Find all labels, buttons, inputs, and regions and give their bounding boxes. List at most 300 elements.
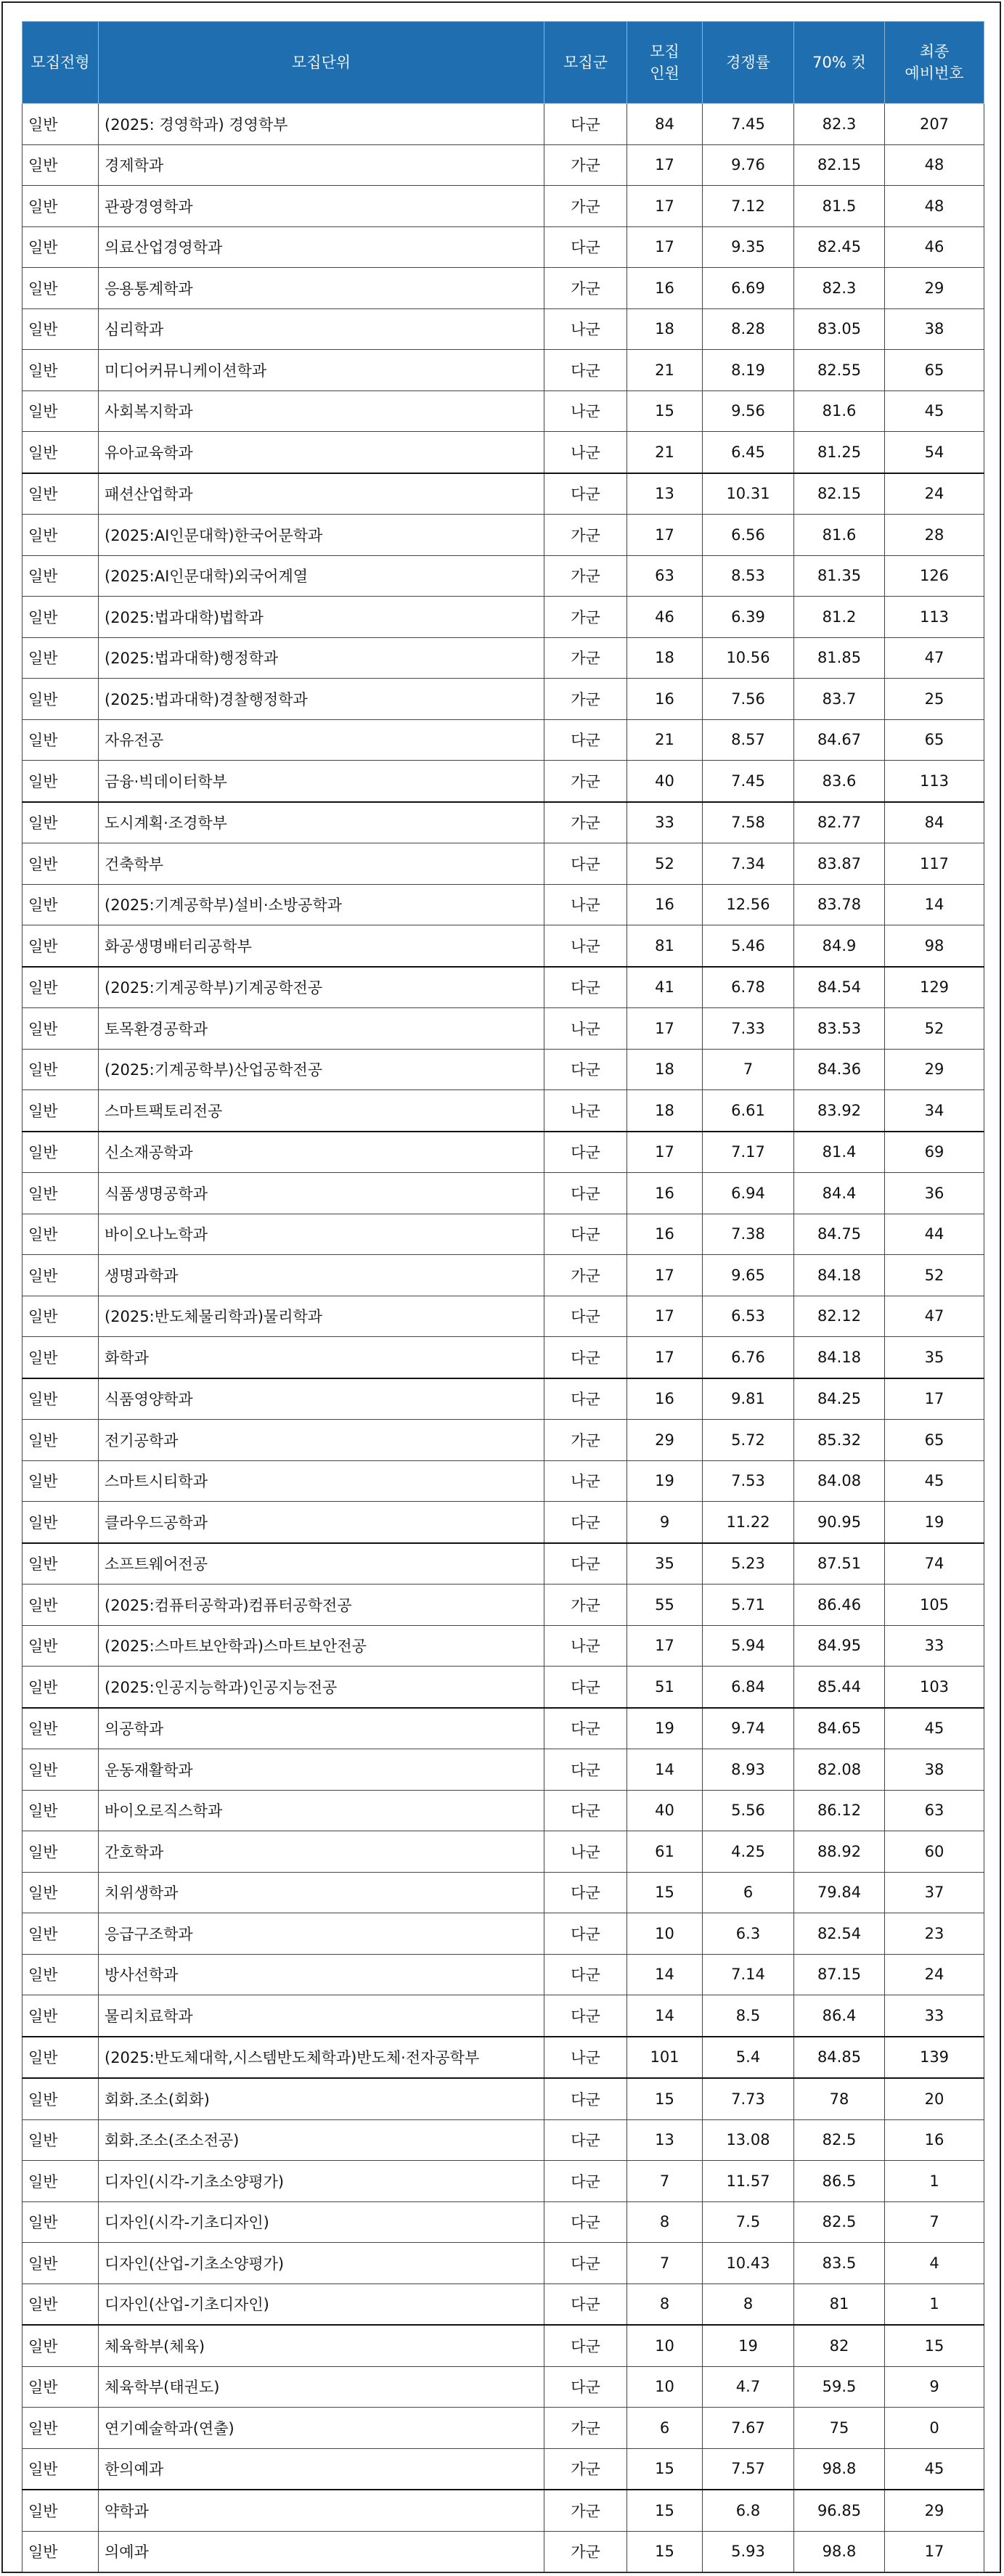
waitlist-cell: 29 bbox=[885, 2490, 984, 2531]
table-row bbox=[23, 226, 984, 268]
competition-rate-cell: 8.5 bbox=[703, 1995, 794, 2037]
recruit-group-cell: 나군 bbox=[544, 1460, 627, 1502]
competition-rate-cell: 6.45 bbox=[703, 432, 794, 473]
competition-rate-cell: 5.46 bbox=[703, 925, 794, 967]
table-row bbox=[23, 432, 984, 473]
table-row bbox=[23, 1296, 984, 1337]
recruit-type-cell: 일반 bbox=[23, 1090, 99, 1132]
cut-70-cell: 81.4 bbox=[794, 1132, 885, 1173]
recruit-type-cell: 일반 bbox=[23, 308, 99, 350]
competition-rate-cell: 7.56 bbox=[703, 679, 794, 720]
recruit-count-cell: 40 bbox=[627, 761, 703, 802]
recruit-type-cell: 일반 bbox=[23, 2283, 99, 2325]
cut-70-cell: 83.53 bbox=[794, 1008, 885, 1050]
recruit-group-cell: 가군 bbox=[544, 2490, 627, 2531]
recruit-unit-cell: 건축학부 bbox=[99, 843, 544, 885]
recruit-unit-cell: (2025:법과대학)행정학과 bbox=[99, 637, 544, 679]
waitlist-cell: 44 bbox=[885, 1214, 984, 1255]
recruit-group-cell: 다군 bbox=[544, 967, 627, 1008]
table-row bbox=[23, 1954, 984, 1995]
table-row bbox=[23, 1173, 984, 1214]
competition-rate-cell: 9.81 bbox=[703, 1378, 794, 1420]
recruit-group-cell: 다군 bbox=[544, 1954, 627, 1995]
recruit-type-cell: 일반 bbox=[23, 1502, 99, 1543]
recruit-count-cell: 17 bbox=[627, 1255, 703, 1296]
header-final-waitlist: 최종 예비번호 bbox=[885, 22, 984, 104]
recruit-unit-cell: 전기공학과 bbox=[99, 1420, 544, 1461]
recruit-unit-cell: (2025:컴퓨터공학과)컴퓨터공학전공 bbox=[99, 1585, 544, 1626]
waitlist-cell: 84 bbox=[885, 802, 984, 843]
recruit-unit-cell: 바이오로직스학과 bbox=[99, 1790, 544, 1831]
recruit-unit-cell: 치위생학과 bbox=[99, 1872, 544, 1913]
recruit-count-cell: 52 bbox=[627, 843, 703, 885]
cut-70-cell: 83.5 bbox=[794, 2243, 885, 2284]
competition-rate-cell: 7.67 bbox=[703, 2408, 794, 2449]
recruit-unit-cell: 관광경영학과 bbox=[99, 186, 544, 227]
recruit-group-cell: 다군 bbox=[544, 1790, 627, 1831]
waitlist-cell: 33 bbox=[885, 1995, 984, 2037]
competition-rate-cell: 7.14 bbox=[703, 1954, 794, 1995]
cut-70-cell: 83.7 bbox=[794, 679, 885, 720]
cut-70-cell: 86.12 bbox=[794, 1790, 885, 1831]
recruit-count-cell: 15 bbox=[627, 1872, 703, 1913]
waitlist-cell: 17 bbox=[885, 2531, 984, 2572]
header-competition-rate: 경쟁률 bbox=[703, 22, 794, 104]
recruit-type-cell: 일반 bbox=[23, 1337, 99, 1378]
recruit-unit-cell: 사회복지학과 bbox=[99, 391, 544, 432]
waitlist-cell: 65 bbox=[885, 719, 984, 761]
waitlist-cell: 48 bbox=[885, 186, 984, 227]
waitlist-cell: 29 bbox=[885, 1049, 984, 1090]
waitlist-cell: 16 bbox=[885, 2119, 984, 2161]
recruit-unit-cell: 약학과 bbox=[99, 2490, 544, 2531]
waitlist-cell: 1 bbox=[885, 2161, 984, 2202]
recruit-type-cell: 일반 bbox=[23, 802, 99, 843]
recruit-count-cell: 101 bbox=[627, 2037, 703, 2079]
table-row bbox=[23, 1008, 984, 1050]
table-row bbox=[23, 104, 984, 145]
recruit-count-cell: 21 bbox=[627, 350, 703, 391]
waitlist-cell: 45 bbox=[885, 391, 984, 432]
recruit-count-cell: 17 bbox=[627, 1008, 703, 1050]
recruit-type-cell: 일반 bbox=[23, 104, 99, 145]
competition-rate-cell: 7.38 bbox=[703, 1214, 794, 1255]
recruit-unit-cell: 유아교육학과 bbox=[99, 432, 544, 473]
recruit-type-cell: 일반 bbox=[23, 2119, 99, 2161]
recruit-type-cell: 일반 bbox=[23, 2243, 99, 2284]
cut-70-cell: 83.92 bbox=[794, 1090, 885, 1132]
recruit-count-cell: 14 bbox=[627, 1995, 703, 2037]
competition-rate-cell: 10.43 bbox=[703, 2243, 794, 2284]
table-row bbox=[23, 473, 984, 515]
recruit-unit-cell: (2025:인공지능학과)인공지능전공 bbox=[99, 1667, 544, 1708]
waitlist-cell: 117 bbox=[885, 843, 984, 885]
recruit-unit-cell: 자유전공 bbox=[99, 719, 544, 761]
recruit-group-cell: 다군 bbox=[544, 2161, 627, 2202]
recruit-count-cell: 81 bbox=[627, 925, 703, 967]
cut-70-cell: 83.78 bbox=[794, 884, 885, 925]
recruit-unit-cell: 스마트팩토리전공 bbox=[99, 1090, 544, 1132]
recruit-count-cell: 16 bbox=[627, 1173, 703, 1214]
recruit-type-cell: 일반 bbox=[23, 1872, 99, 1913]
table-row bbox=[23, 1049, 984, 1090]
waitlist-cell: 38 bbox=[885, 1749, 984, 1791]
recruit-group-cell: 다군 bbox=[544, 1378, 627, 1420]
recruit-group-cell: 다군 bbox=[544, 843, 627, 885]
recruit-count-cell: 17 bbox=[627, 1337, 703, 1378]
recruit-unit-cell: 의공학과 bbox=[99, 1708, 544, 1749]
competition-rate-cell: 5.71 bbox=[703, 1585, 794, 1626]
recruit-count-cell: 13 bbox=[627, 2119, 703, 2161]
competition-rate-cell: 4.7 bbox=[703, 2366, 794, 2408]
competition-rate-cell: 7.5 bbox=[703, 2201, 794, 2243]
recruit-count-cell: 14 bbox=[627, 1954, 703, 1995]
recruit-group-cell: 다군 bbox=[544, 1049, 627, 1090]
competition-rate-cell: 7.58 bbox=[703, 802, 794, 843]
recruit-type-cell: 일반 bbox=[23, 515, 99, 556]
cut-70-cell: 81.2 bbox=[794, 597, 885, 638]
table-row bbox=[23, 1502, 984, 1543]
recruit-count-cell: 6 bbox=[627, 2408, 703, 2449]
header-recruit-group: 모집군 bbox=[544, 22, 627, 104]
recruit-type-cell: 일반 bbox=[23, 1460, 99, 1502]
recruit-unit-cell: 디자인(산업-기초소양평가) bbox=[99, 2243, 544, 2284]
recruit-count-cell: 41 bbox=[627, 967, 703, 1008]
recruit-unit-cell: 스마트시티학과 bbox=[99, 1460, 544, 1502]
recruit-unit-cell: 응급구조학과 bbox=[99, 1913, 544, 1955]
recruit-type-cell: 일반 bbox=[23, 1420, 99, 1461]
recruit-type-cell: 일반 bbox=[23, 350, 99, 391]
cut-70-cell: 84.67 bbox=[794, 719, 885, 761]
recruit-group-cell: 다군 bbox=[544, 1995, 627, 2037]
recruit-group-cell: 다군 bbox=[544, 1132, 627, 1173]
recruit-group-cell: 가군 bbox=[544, 1255, 627, 1296]
recruit-type-cell: 일반 bbox=[23, 2448, 99, 2490]
recruit-unit-cell: 식품영양학과 bbox=[99, 1378, 544, 1420]
recruit-unit-cell: (2025:AI인문대학)한국어문학과 bbox=[99, 515, 544, 556]
cut-70-cell: 84.4 bbox=[794, 1173, 885, 1214]
recruit-type-cell: 일반 bbox=[23, 144, 99, 186]
waitlist-cell: 139 bbox=[885, 2037, 984, 2079]
recruit-count-cell: 19 bbox=[627, 1708, 703, 1749]
recruit-count-cell: 10 bbox=[627, 1913, 703, 1955]
cut-70-cell: 78 bbox=[794, 2078, 885, 2119]
table-row bbox=[23, 555, 984, 597]
recruit-unit-cell: (2025:스마트보안학과)스마트보안전공 bbox=[99, 1625, 544, 1667]
recruit-unit-cell: 클라우드공학과 bbox=[99, 1502, 544, 1543]
table-row bbox=[23, 2366, 984, 2408]
cut-70-cell: 81.25 bbox=[794, 432, 885, 473]
table-row bbox=[23, 1420, 984, 1461]
recruit-unit-cell: (2025:법과대학)경찰행정학과 bbox=[99, 679, 544, 720]
waitlist-cell: 9 bbox=[885, 2366, 984, 2408]
competition-rate-cell: 6.53 bbox=[703, 1296, 794, 1337]
recruit-count-cell: 33 bbox=[627, 802, 703, 843]
waitlist-cell: 29 bbox=[885, 268, 984, 309]
recruit-type-cell: 일반 bbox=[23, 473, 99, 515]
competition-rate-cell: 5.94 bbox=[703, 1625, 794, 1667]
recruit-unit-cell: 화공생명배터리공학부 bbox=[99, 925, 544, 967]
recruit-type-cell: 일반 bbox=[23, 1378, 99, 1420]
recruit-type-cell: 일반 bbox=[23, 1708, 99, 1749]
table-row bbox=[23, 1790, 984, 1831]
recruit-unit-cell: 방사선학과 bbox=[99, 1954, 544, 1995]
cut-70-cell: 84.18 bbox=[794, 1255, 885, 1296]
table-row bbox=[23, 2531, 984, 2572]
cut-70-cell: 82.45 bbox=[794, 226, 885, 268]
waitlist-cell: 48 bbox=[885, 144, 984, 186]
cut-70-cell: 98.8 bbox=[794, 2448, 885, 2490]
recruit-type-cell: 일반 bbox=[23, 1585, 99, 1626]
cut-70-cell: 84.85 bbox=[794, 2037, 885, 2079]
table-row bbox=[23, 884, 984, 925]
competition-rate-cell: 9.56 bbox=[703, 391, 794, 432]
recruit-group-cell: 다군 bbox=[544, 1543, 627, 1585]
recruit-unit-cell: 식품생명공학과 bbox=[99, 1173, 544, 1214]
recruit-count-cell: 15 bbox=[627, 2078, 703, 2119]
waitlist-cell: 69 bbox=[885, 1132, 984, 1173]
recruit-group-cell: 나군 bbox=[544, 1008, 627, 1050]
waitlist-cell: 1 bbox=[885, 2283, 984, 2325]
recruit-unit-cell: 경제학과 bbox=[99, 144, 544, 186]
recruit-count-cell: 17 bbox=[627, 186, 703, 227]
recruit-type-cell: 일반 bbox=[23, 268, 99, 309]
competition-rate-cell: 7.33 bbox=[703, 1008, 794, 1050]
waitlist-cell: 25 bbox=[885, 679, 984, 720]
recruit-group-cell: 다군 bbox=[544, 1502, 627, 1543]
recruit-unit-cell: 의료산업경영학과 bbox=[99, 226, 544, 268]
recruit-type-cell: 일반 bbox=[23, 226, 99, 268]
recruit-group-cell: 다군 bbox=[544, 719, 627, 761]
recruit-unit-cell: (2025:AI인문대학)외국어계열 bbox=[99, 555, 544, 597]
recruit-count-cell: 21 bbox=[627, 719, 703, 761]
table-row bbox=[23, 1585, 984, 1626]
competition-rate-cell: 7.12 bbox=[703, 186, 794, 227]
table-row bbox=[23, 1543, 984, 1585]
cut-70-cell: 81.6 bbox=[794, 515, 885, 556]
recruit-group-cell: 다군 bbox=[544, 350, 627, 391]
competition-rate-cell: 6.94 bbox=[703, 1173, 794, 1214]
cut-70-cell: 84.18 bbox=[794, 1337, 885, 1378]
header-row bbox=[23, 22, 984, 104]
waitlist-cell: 14 bbox=[885, 884, 984, 925]
competition-rate-cell: 6.84 bbox=[703, 1667, 794, 1708]
recruit-count-cell: 16 bbox=[627, 679, 703, 720]
cut-70-cell: 82.12 bbox=[794, 1296, 885, 1337]
table-row bbox=[23, 308, 984, 350]
recruit-type-cell: 일반 bbox=[23, 1255, 99, 1296]
waitlist-cell: 113 bbox=[885, 761, 984, 802]
table-row bbox=[23, 2161, 984, 2202]
waitlist-cell: 45 bbox=[885, 1708, 984, 1749]
recruit-group-cell: 나군 bbox=[544, 391, 627, 432]
recruit-count-cell: 17 bbox=[627, 1296, 703, 1337]
table-row bbox=[23, 1913, 984, 1955]
recruit-unit-cell: 토목환경공학과 bbox=[99, 1008, 544, 1050]
recruit-group-cell: 다군 bbox=[544, 226, 627, 268]
table-row bbox=[23, 1872, 984, 1913]
recruit-unit-cell: 신소재공학과 bbox=[99, 1132, 544, 1173]
recruit-unit-cell: 체육학부(체육) bbox=[99, 2325, 544, 2366]
cut-70-cell: 82.5 bbox=[794, 2119, 885, 2161]
recruit-unit-cell: 물리치료학과 bbox=[99, 1995, 544, 2037]
recruit-count-cell: 29 bbox=[627, 1420, 703, 1461]
recruit-type-cell: 일반 bbox=[23, 1173, 99, 1214]
recruit-unit-cell: 바이오나노학과 bbox=[99, 1214, 544, 1255]
recruit-group-cell: 가군 bbox=[544, 144, 627, 186]
recruit-count-cell: 16 bbox=[627, 268, 703, 309]
cut-70-cell: 82.15 bbox=[794, 473, 885, 515]
recruit-count-cell: 21 bbox=[627, 432, 703, 473]
recruit-count-cell: 61 bbox=[627, 1831, 703, 1873]
cut-70-cell: 82 bbox=[794, 2325, 885, 2366]
competition-rate-cell: 6.61 bbox=[703, 1090, 794, 1132]
recruit-unit-cell: (2025:기계공학부)산업공학전공 bbox=[99, 1049, 544, 1090]
waitlist-cell: 52 bbox=[885, 1255, 984, 1296]
recruit-type-cell: 일반 bbox=[23, 1913, 99, 1955]
recruit-group-cell: 가군 bbox=[544, 679, 627, 720]
table-row bbox=[23, 1132, 984, 1173]
waitlist-cell: 207 bbox=[885, 104, 984, 145]
recruit-count-cell: 51 bbox=[627, 1667, 703, 1708]
recruit-count-cell: 8 bbox=[627, 2201, 703, 2243]
table-row bbox=[23, 2078, 984, 2119]
table-row bbox=[23, 1337, 984, 1378]
recruit-group-cell: 다군 bbox=[544, 1708, 627, 1749]
recruit-count-cell: 14 bbox=[627, 1749, 703, 1791]
competition-rate-cell: 7.45 bbox=[703, 104, 794, 145]
recruit-group-cell: 다군 bbox=[544, 2078, 627, 2119]
waitlist-cell: 38 bbox=[885, 308, 984, 350]
recruit-type-cell: 일반 bbox=[23, 2325, 99, 2366]
table-row bbox=[23, 1090, 984, 1132]
waitlist-cell: 60 bbox=[885, 1831, 984, 1873]
competition-rate-cell: 11.57 bbox=[703, 2161, 794, 2202]
cut-70-cell: 84.95 bbox=[794, 1625, 885, 1667]
recruit-count-cell: 16 bbox=[627, 884, 703, 925]
table-row bbox=[23, 268, 984, 309]
recruit-count-cell: 16 bbox=[627, 1378, 703, 1420]
recruit-unit-cell: 패션산업학과 bbox=[99, 473, 544, 515]
competition-rate-cell: 8.57 bbox=[703, 719, 794, 761]
table-row bbox=[23, 1625, 984, 1667]
waitlist-cell: 46 bbox=[885, 226, 984, 268]
recruit-unit-cell: (2025:반도체대학,시스템반도체학과)반도체·전자공학부 bbox=[99, 2037, 544, 2079]
recruit-group-cell: 나군 bbox=[544, 1090, 627, 1132]
waitlist-cell: 129 bbox=[885, 967, 984, 1008]
recruit-unit-cell: 한의예과 bbox=[99, 2448, 544, 2490]
recruit-group-cell: 가군 bbox=[544, 637, 627, 679]
recruit-count-cell: 19 bbox=[627, 1460, 703, 1502]
recruit-type-cell: 일반 bbox=[23, 432, 99, 473]
table-row bbox=[23, 1214, 984, 1255]
table-row bbox=[23, 597, 984, 638]
competition-rate-cell: 9.74 bbox=[703, 1708, 794, 1749]
recruit-unit-cell: 미디어커뮤니케이션학과 bbox=[99, 350, 544, 391]
waitlist-cell: 126 bbox=[885, 555, 984, 597]
recruit-type-cell: 일반 bbox=[23, 2366, 99, 2408]
recruit-group-cell: 가군 bbox=[544, 802, 627, 843]
table-row bbox=[23, 925, 984, 967]
cut-70-cell: 82.54 bbox=[794, 1913, 885, 1955]
table-row bbox=[23, 802, 984, 843]
competition-rate-cell: 7.34 bbox=[703, 843, 794, 885]
competition-rate-cell: 6.8 bbox=[703, 2490, 794, 2531]
recruit-type-cell: 일반 bbox=[23, 2037, 99, 2079]
recruit-group-cell: 다군 bbox=[544, 1296, 627, 1337]
cut-70-cell: 81.35 bbox=[794, 555, 885, 597]
competition-rate-cell: 19 bbox=[703, 2325, 794, 2366]
table-row bbox=[23, 2490, 984, 2531]
table-row bbox=[23, 1995, 984, 2037]
competition-rate-cell: 5.93 bbox=[703, 2531, 794, 2572]
cut-70-cell: 81.6 bbox=[794, 391, 885, 432]
cut-70-cell: 84.9 bbox=[794, 925, 885, 967]
cut-70-cell: 84.25 bbox=[794, 1378, 885, 1420]
competition-rate-cell: 8 bbox=[703, 2283, 794, 2325]
competition-rate-cell: 10.56 bbox=[703, 637, 794, 679]
waitlist-cell: 24 bbox=[885, 1954, 984, 1995]
recruit-group-cell: 가군 bbox=[544, 268, 627, 309]
competition-rate-cell: 9.76 bbox=[703, 144, 794, 186]
recruit-group-cell: 가군 bbox=[544, 761, 627, 802]
recruit-group-cell: 가군 bbox=[544, 2408, 627, 2449]
table-row bbox=[23, 144, 984, 186]
recruit-type-cell: 일반 bbox=[23, 1995, 99, 2037]
waitlist-cell: 63 bbox=[885, 1790, 984, 1831]
competition-rate-cell: 5.23 bbox=[703, 1543, 794, 1585]
recruit-count-cell: 17 bbox=[627, 226, 703, 268]
recruit-group-cell: 다군 bbox=[544, 2119, 627, 2161]
waitlist-cell: 52 bbox=[885, 1008, 984, 1050]
table-row bbox=[23, 515, 984, 556]
competition-rate-cell: 8.93 bbox=[703, 1749, 794, 1791]
recruit-count-cell: 17 bbox=[627, 144, 703, 186]
recruit-unit-cell: 도시계획·조경학부 bbox=[99, 802, 544, 843]
waitlist-cell: 74 bbox=[885, 1543, 984, 1585]
recruit-group-cell: 다군 bbox=[544, 2325, 627, 2366]
recruit-unit-cell: 디자인(산업-기초디자인) bbox=[99, 2283, 544, 2325]
recruit-count-cell: 15 bbox=[627, 2531, 703, 2572]
recruit-group-cell: 다군 bbox=[544, 2366, 627, 2408]
recruit-unit-cell: (2025:기계공학부)설비·소방공학과 bbox=[99, 884, 544, 925]
recruit-type-cell: 일반 bbox=[23, 761, 99, 802]
table-row bbox=[23, 1378, 984, 1420]
recruit-group-cell: 다군 bbox=[544, 1749, 627, 1791]
competition-rate-cell: 6.56 bbox=[703, 515, 794, 556]
recruit-group-cell: 다군 bbox=[544, 1337, 627, 1378]
competition-rate-cell: 8.19 bbox=[703, 350, 794, 391]
recruit-unit-cell: (2025: 경영학과) 경영학부 bbox=[99, 104, 544, 145]
cut-70-cell: 59.5 bbox=[794, 2366, 885, 2408]
recruit-count-cell: 18 bbox=[627, 637, 703, 679]
recruit-count-cell: 17 bbox=[627, 1625, 703, 1667]
waitlist-cell: 105 bbox=[885, 1585, 984, 1626]
cut-70-cell: 82.3 bbox=[794, 268, 885, 309]
competition-rate-cell: 6.69 bbox=[703, 268, 794, 309]
recruit-unit-cell: (2025:기계공학부)기계공학전공 bbox=[99, 967, 544, 1008]
waitlist-cell: 23 bbox=[885, 1913, 984, 1955]
recruit-count-cell: 9 bbox=[627, 1502, 703, 1543]
recruit-group-cell: 다군 bbox=[544, 2201, 627, 2243]
recruit-unit-cell: 운동재활학과 bbox=[99, 1749, 544, 1791]
cut-70-cell: 86.4 bbox=[794, 1995, 885, 2037]
recruit-type-cell: 일반 bbox=[23, 186, 99, 227]
competition-rate-cell: 7.17 bbox=[703, 1132, 794, 1173]
recruit-group-cell: 가군 bbox=[544, 555, 627, 597]
recruit-type-cell: 일반 bbox=[23, 2161, 99, 2202]
competition-rate-cell: 8.28 bbox=[703, 308, 794, 350]
